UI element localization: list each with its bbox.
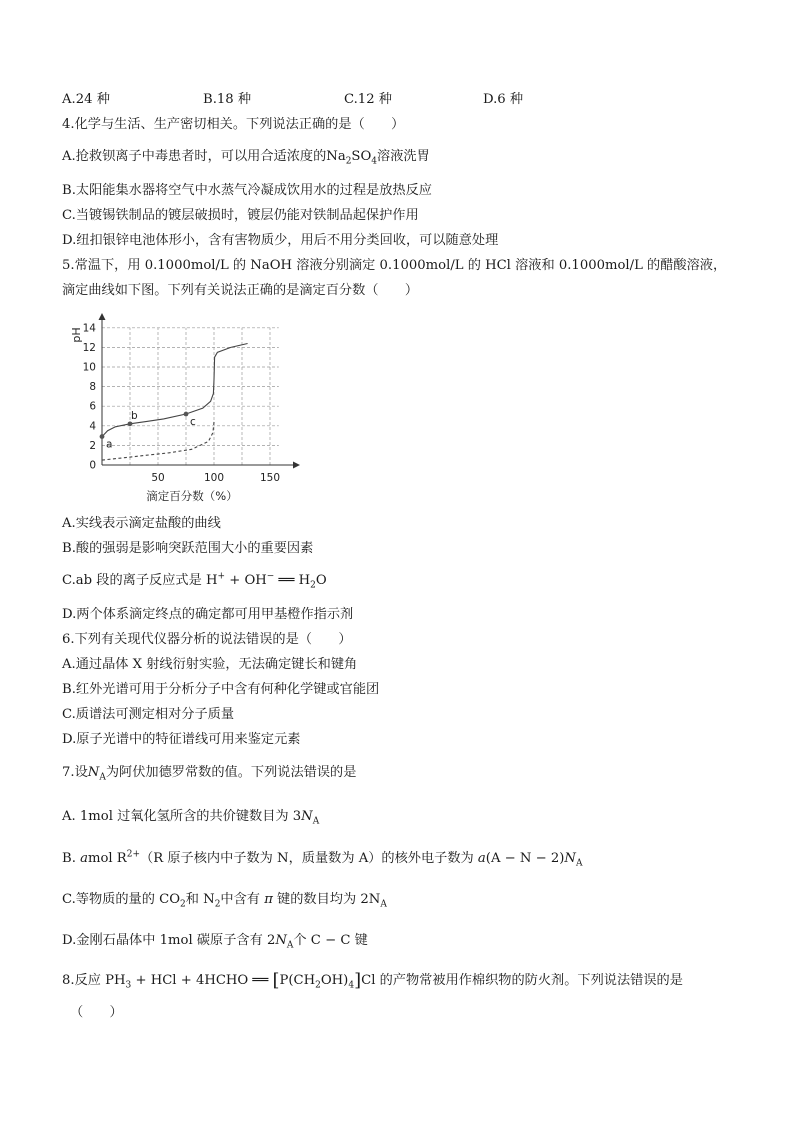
chart-grid [102, 328, 279, 465]
solid-curve [102, 344, 248, 437]
y-tick-label: 4 [89, 420, 96, 433]
q8-right-bracket: ] [354, 970, 362, 991]
q6-option-d: D.原子光谱中的特征谱线可用来鉴定元素 [62, 732, 301, 747]
q4-option-b: B.太阳能集水器将空气中水蒸气冷凝成饮用水的过程是放热反应 [62, 183, 432, 198]
q3-options [62, 91, 542, 109]
y-tick-label: 10 [82, 361, 96, 374]
q7-stem-post: 为阿伏加德罗常数的值。下列说法错误的是 [105, 765, 357, 780]
q7-option-c [62, 891, 387, 909]
x-tick-label: 150 [259, 472, 281, 484]
q7-c-sub2: 2 [214, 899, 221, 910]
q5-option-c [62, 572, 327, 590]
q8-sub2: 2 [315, 980, 321, 991]
q5-c-post: O [315, 573, 327, 588]
q4-a-post: 溶液洗胃 [377, 149, 430, 164]
q4-a-text: A.抢救钡离子中毒患者时，可以用合适浓度的 [62, 149, 327, 164]
q4-a-sub1: 2 [345, 156, 352, 167]
q7-d-pre: D.金刚石晶体中 1mol 碳原子含有 2 [62, 933, 276, 948]
q7-d-post: 个 C − C 键 [293, 933, 368, 948]
q7-b-expr: (A − N − 2) [485, 851, 565, 866]
q5-option-d: D.两个体系滴定终点的确定都可用甲基橙作指示剂 [62, 607, 354, 622]
q6-option-c: C.质谱法可测定相对分子质量 [62, 707, 235, 722]
q6-option-a: A.通过晶体 X 射线衍射实验，无法确定键长和键角 [62, 657, 358, 672]
q7-b-mol: mol R [87, 851, 127, 866]
q7-a-text: A. 1mol 过氧化氢所含的共价键数目为 3 [62, 809, 302, 824]
x-tick-label: 100 [203, 472, 225, 484]
q5-c-mid: + OH [225, 573, 267, 588]
x-axis-label: 滴定百分数（%） [146, 489, 238, 503]
point-label-c: c [190, 416, 196, 429]
q7-option-a [62, 808, 319, 826]
x-tick-label: 50 [151, 472, 165, 484]
q5-c-sup2: − [266, 571, 275, 582]
chart-points [100, 410, 196, 451]
titration-chart [72, 313, 312, 511]
point-c [184, 412, 189, 417]
q5-option-b: B.酸的强弱是影响突跃范围大小的重要因素 [62, 541, 314, 556]
q4-option-a [62, 148, 430, 166]
q7-b-na-sub: A [575, 858, 583, 869]
q6-stem: 6.下列有关现代仪器分析的说法错误的是（ ） [62, 632, 352, 647]
q8-sub3: 4 [348, 980, 355, 991]
q8-mid1: + HCl + 4HCHO ══ [131, 973, 273, 988]
q4-stem: 4.化学与生活、生产密切相关。下列说法正确的是（ ） [62, 117, 405, 132]
q4-option-c: C.当镀锡铁制品的镀层破损时，镀层仍能对铁制品起保护作用 [62, 208, 419, 223]
q7-b-pre: B. [62, 851, 81, 866]
q5-c-text: C.ab 段的离子反应式是 H [62, 573, 218, 588]
y-tick-label: 6 [89, 400, 96, 413]
q3-option-d: D.6 种 [483, 92, 524, 107]
q3-option-c: C.12 种 [344, 92, 392, 107]
q5-option-a: A.实线表示滴定盐酸的曲线 [62, 516, 221, 531]
y-tick-labels [83, 322, 97, 471]
y-tick-label: 0 [89, 459, 96, 472]
y-tick-label: 2 [89, 439, 96, 452]
q7-b-na: N [564, 851, 576, 866]
q7-na-sub: A [99, 772, 106, 783]
q8-post: Cl 的产物常被用作棉织物的防火剂。下列说法错误的是 [361, 973, 683, 988]
q7-option-b [62, 850, 582, 868]
q7-a-na-sub: A [312, 816, 320, 827]
q4-a-formula: Na [326, 149, 346, 164]
point-label-a: a [106, 438, 113, 451]
q7-c-pre: C.等物质的量的 CO [62, 892, 181, 907]
q8-inner2: OH) [320, 973, 349, 988]
q7-stem [62, 764, 356, 782]
point-label-b: b [131, 409, 138, 422]
q7-option-d [62, 932, 368, 950]
q7-c-sub: 2 [180, 899, 186, 910]
q7-na: N [87, 765, 100, 780]
y-tick-label: 12 [82, 341, 96, 354]
q8-answer-paren: （ ） [70, 1005, 123, 1020]
q3-option-b: B.18 种 [203, 92, 252, 107]
q3-option-a: A.24 种 [62, 92, 110, 107]
q7-c-sub3: A [380, 899, 387, 910]
q4-option-d: D.纽扣银锌电池体形小，含有害物质少，用后不用分类回收，可以随意处理 [62, 233, 499, 248]
q7-stem-pre: 7.设 [62, 765, 88, 780]
q7-b-sup: 2+ [126, 849, 141, 860]
y-tick-label: 8 [89, 381, 96, 394]
q7-d-na: N [275, 933, 287, 948]
q7-b-a: a [80, 851, 88, 866]
point-b [128, 421, 133, 426]
q6-option-b: B.红外光谱可用于分析分子中含有何种化学键或官能团 [62, 682, 380, 697]
q8-left-bracket: [ [272, 970, 280, 991]
q5-stem-line2: 滴定曲线如下图。下列有关说法正确的是滴定百分数（ ） [62, 283, 419, 298]
q7-b-a2: a [477, 851, 486, 866]
q5-c-eq: ══ H [274, 573, 311, 588]
q8-sub1: 3 [125, 980, 132, 991]
y-axis-label: pH [70, 327, 83, 343]
q4-a-mid: SO [351, 149, 372, 164]
q7-c-pi: π [264, 892, 273, 907]
q5-c-sup1: + [217, 571, 226, 582]
q7-c-mid: 和 N [185, 892, 215, 907]
q5-stem-line1: 5.常温下，用 0.1000mol/L 的 NaOH 溶液分别滴定 0.1000mol/L 的 HCl 溶液和 0.1000mol/L 的醋酸溶液， [62, 258, 727, 273]
y-tick-label: 14 [82, 322, 96, 335]
q7-c-mid2: 中含有 [220, 892, 265, 907]
x-tick-labels [151, 472, 280, 484]
point-a [100, 434, 105, 439]
q8-inner1: P(CH [279, 973, 316, 988]
q7-b-mid: （R 原子核内中子数为 N，质量数为 A）的核外电子数为 [140, 851, 478, 866]
q4-a-sub2: 4 [371, 156, 378, 167]
q5-c-sub: 2 [310, 580, 316, 591]
chart-series [102, 344, 248, 461]
q7-c-post: 键的数目均为 2N [272, 892, 381, 907]
q8-pre: 8.反应 PH [62, 973, 126, 988]
q7-d-na-sub: A [286, 940, 294, 951]
q8-stem [62, 972, 683, 990]
q7-a-na: N [301, 809, 313, 824]
